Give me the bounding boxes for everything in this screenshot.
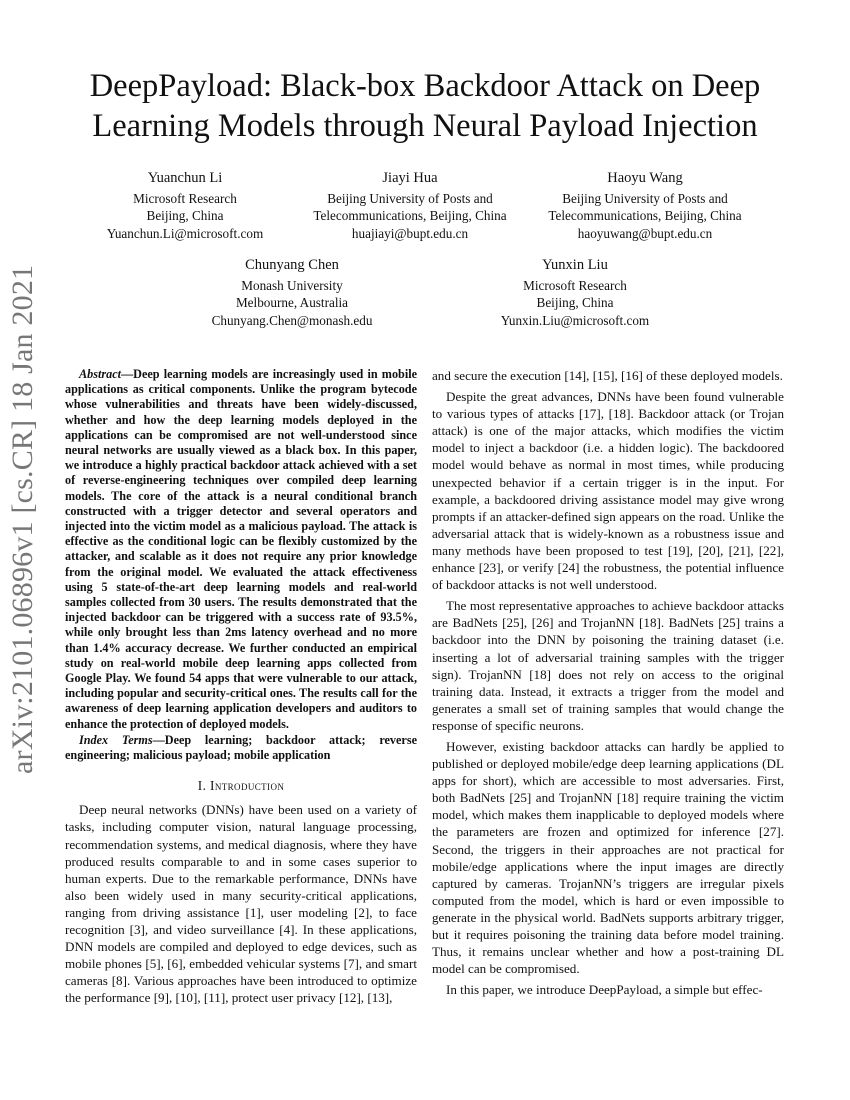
abstract bbox=[65, 367, 417, 732]
author-name: Haoyu Wang bbox=[607, 170, 683, 186]
author-name: Yunxin Liu bbox=[542, 257, 608, 273]
abstract-label: Abstract bbox=[79, 367, 121, 381]
author-name: Jiayi Hua bbox=[382, 170, 438, 186]
arxiv-identifier: arXiv:2101.06896v1 [cs.CR] 18 Jan 2021 bbox=[6, 264, 39, 774]
body-paragraph: In this paper, we introduce DeepPayload, a simple but effec- bbox=[446, 982, 763, 998]
body-paragraph: Deep neural networks (DNNs) have been used on a variety of tasks, including computer vision, natural language processing, recommendation systems, and medical diagnosis, where they have produced results comparable to and in some cases superior to human experts. Due to the remarkable performance, DNNs have also been widely used in many security-critical applications, ranging from driving assistance [1], user modeling [2], to face recognition [3], and video surveillance [4]. In these applications, DNN models are compiled and deployed to edge devices, such as mobile phones [5], [6], embedded vehicular systems [7], and smart cameras [8]. Various approaches have been introduced to optimize the performance [9], [10], [11], protect user privacy [12], [13], bbox=[65, 802, 417, 1006]
author-email: huajiayi@bupt.edu.cn bbox=[351, 225, 469, 241]
author-email: Yunxin.Liu@microsoft.com bbox=[500, 312, 650, 328]
author-affiliation: Monash University bbox=[241, 277, 343, 293]
author-location: Melbourne, Australia bbox=[235, 295, 349, 310]
author-block bbox=[465, 257, 685, 329]
right-column bbox=[432, 367, 784, 998]
author-email: Chunyang.Chen@monash.edu bbox=[211, 312, 373, 328]
author-block bbox=[520, 170, 770, 242]
author-affiliation: Beijing University of Posts and bbox=[327, 190, 493, 206]
author-email: Yuanchun.Li@microsoft.com bbox=[106, 225, 264, 241]
author-block bbox=[85, 170, 285, 242]
body-paragraph: The most representative approaches to achieve backdoor attacks are BadNets [25], [26] and TrojanNN [18]. BadNets [25] trains a backdoor into the DNN by poisoning the training dataset (i.e. inserting a lot of adversarial training samples with the trigger sign). TrojanNN [18] does not rely on access to the original training data. Instead, it extracts a trigger from the model and generates a small set of training samples that would change the response of specific neurons. bbox=[432, 598, 784, 733]
paper-title: DeepPayload: Black-box Backdoor Attack on Deep Learning Models through Neural Payload Injection bbox=[89, 68, 761, 144]
author-location: Beijing, China bbox=[146, 208, 224, 223]
left-column bbox=[65, 367, 417, 1007]
section-heading: I. Introduction bbox=[197, 778, 285, 794]
author-name: Yuanchun Li bbox=[147, 170, 223, 186]
author-email: haoyuwang@bupt.edu.cn bbox=[577, 225, 713, 241]
author-location: Telecommunications, Beijing, China bbox=[313, 208, 507, 223]
author-affiliation: Microsoft Research bbox=[133, 190, 237, 206]
author-block bbox=[285, 170, 535, 242]
body-paragraph: Despite the great advances, DNNs have been found vulnerable to various types of attacks [17], [18]. Backdoor attack (or Trojan attack) is one of the major attacks, which modifies the victim model to inject a backdoor (i.e. a hidden logic). The backdoored model would behave as normal in most times, while producing unexpected behavior if a certain trigger is in the input. For example, a backdoored driving assistance model may give wrong prompts if an attacker-defined sign appears on the road. Unlike the adversarial attack that is widely-known as a robustness issue and many methods have been proposed to test [19], [20], [21], [22], enhance [23], or verify [24] the robustness, the potential influence of backdoor attacks is not well understood. bbox=[432, 389, 784, 593]
abstract-text: —Deep learning models are increasingly used in mobile applications as critical components. Unlike the program bytecode whose vulnerabilities and threats have been widely-discussed, whether and how the deep learning models deployed in the applications can be compromised are not well-understood since neural networks are usually viewed as a black box. In this paper, we introduce a highly practical backdoor attack achieved with a set of reverse-engineering techniques over compiled deep learning models. The core of the attack is a neural conditional branch constructed with a trigger detector and several operators and injected into the victim model as a malicious payload. The attack is effective as the conditional logic can be flexibly customized by the attacker, and scalable as it does not require any prior knowledge from the original model. We evaluated the attack effectiveness using 5 state-of-the-art deep learning models and real-world samples collected from 30 users. The results demonstrated that the injected backdoor can be triggered with a success rate of 93.5%, while only brought less than 2ms latency overhead and no more than 1.4% accuracy decrease. We further conducted an empirical study on real-world mobile deep learning apps collected from Google Play. We found 54 apps that were vulnerable to our attack, including popular and security-critical ones. The results call for the awareness of deep learning application developers and auditors to enhance the protection of deployed models. bbox=[65, 367, 417, 731]
author-affiliation: Microsoft Research bbox=[523, 277, 627, 293]
author-block bbox=[182, 257, 402, 329]
author-affiliation: Beijing University of Posts and bbox=[562, 190, 728, 206]
index-terms-text: —Deep learning; backdoor attack; reverse engineering; malicious payload; mobile application bbox=[65, 732, 417, 763]
body-paragraph: and secure the execution [14], [15], [16] of these deployed models. bbox=[432, 368, 783, 383]
body-paragraph: However, existing backdoor attacks can hardly be applied to published or deployed mobile/edge deep learning applications (DL apps for short), which are accessible to most adversaries. First, both BadNets [25] and TrojanNN [18] require training the victim model, which makes them inapplicable to deployed models where the parameters are frozen and optimized for inference [27]. Second, the triggers in their approaches are not practical for mobile/edge applications where the input images are directly captured by cameras. TrojanNN’s triggers are irregular pixels computed from the model, which is hard or even impossible to generate in the physical world. BadNets supports arbitrary trigger, but it requires poisoning the training data before model training. Thus, it remains unclear whether and how a post-training DL model can be compromised. bbox=[432, 738, 784, 977]
index-terms-label: Index Terms bbox=[79, 732, 153, 747]
index-terms bbox=[65, 733, 417, 763]
author-location: Beijing, China bbox=[536, 295, 614, 310]
author-location: Telecommunications, Beijing, China bbox=[548, 208, 742, 223]
author-name: Chunyang Chen bbox=[245, 257, 339, 273]
